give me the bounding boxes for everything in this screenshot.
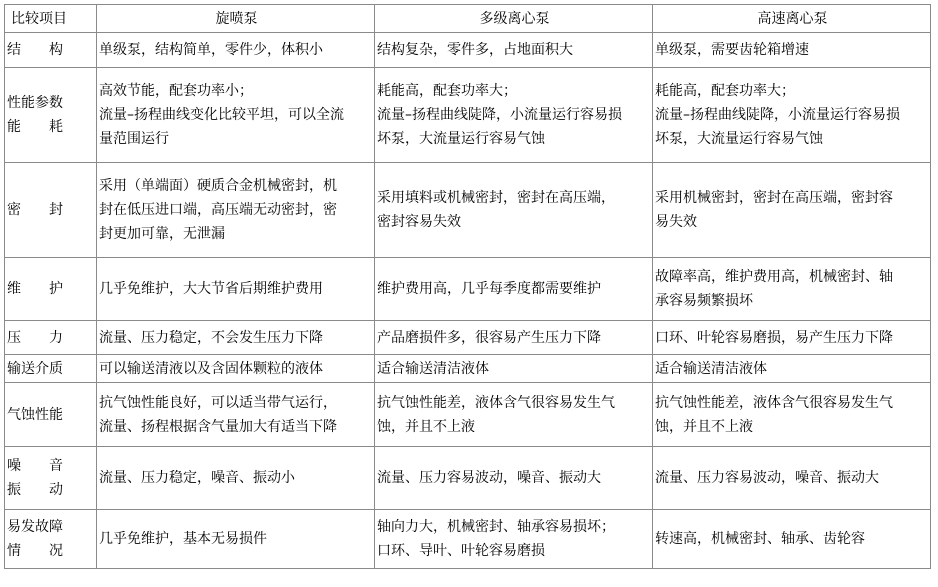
cell-text-line: 流量、压力容易波动，噪音、振动大 <box>377 470 601 486</box>
cell-text-line: 流量–扬程曲线陡降，小流量运行容易损 <box>655 107 900 123</box>
row-header-cell <box>5 355 97 383</box>
cell-text-line: 流量–扬程曲线陡降，小流量运行容易损 <box>377 107 622 123</box>
cell-text-line: 故障率高，维护费用高，机械密封、轴 <box>655 269 893 285</box>
row-header-label: 密 封 <box>7 202 63 218</box>
row-header-cell <box>5 68 97 163</box>
table-cell <box>653 33 931 68</box>
cell-text-line: 耗能高，配套功率大； <box>377 83 517 99</box>
table-row <box>5 510 931 569</box>
cell-text-line: 易失效 <box>655 214 697 230</box>
table-cell <box>375 68 653 163</box>
table-row <box>5 68 931 163</box>
table-cell <box>97 258 375 321</box>
row-header-cell <box>5 321 97 355</box>
row-header-label: 噪 音 <box>7 458 63 474</box>
table-cell <box>97 447 375 510</box>
cell-text-line: 耗能高，配套功率大； <box>655 83 795 99</box>
cell-text-line: 口环、导叶、叶轮容易磨损 <box>377 543 545 559</box>
table-cell <box>653 383 931 447</box>
table-cell <box>653 447 931 510</box>
row-header-label: 气蚀性能 <box>7 406 63 423</box>
table-cell <box>375 510 653 569</box>
table-cell <box>653 163 931 258</box>
table-cell <box>97 163 375 258</box>
table-row <box>5 321 931 355</box>
comparison-table <box>4 4 931 569</box>
table-row <box>5 258 931 321</box>
row-header-label: 维 护 <box>7 281 63 297</box>
cell-text-line: 单级泵，需要齿轮箱增速 <box>655 42 809 58</box>
cell-text-line: 抗气蚀性能差，液体含气很容易发生气 <box>655 394 893 411</box>
row-header-label: 性能参数 <box>7 95 63 111</box>
cell-text-line: 几乎免维护，大大节省后期维护费用 <box>99 281 323 297</box>
row-header-label: 压 力 <box>7 329 63 346</box>
cell-text-line: 产品磨损件多，很容易产生压力下降 <box>377 329 601 346</box>
row-header-label: 易发故障 <box>7 519 63 535</box>
header-cell-highspeed-pump: 高速离心泵 <box>653 5 931 33</box>
cell-text-line: 采用填料或机械密封，密封在高压端， <box>377 190 615 206</box>
table-cell <box>97 321 375 355</box>
table-row <box>5 383 931 447</box>
table-cell <box>653 68 931 163</box>
table-cell <box>375 163 653 258</box>
cell-text-line: 可以输送清液以及含固体颗粒的液体 <box>99 360 323 377</box>
table-cell <box>375 383 653 447</box>
cell-text-line: 几乎免维护，基本无易损件 <box>99 531 267 547</box>
cell-text-line: 承容易频繁损坏 <box>655 293 753 309</box>
cell-text-line: 采用机械密封，密封在高压端，密封容 <box>655 190 893 206</box>
cell-text-line: 结构复杂，零件多，占地面积大 <box>377 42 573 58</box>
cell-text-line: 单级泵，结构简单，零件少，体积小 <box>99 42 323 58</box>
row-header-label: 结 构 <box>7 42 63 58</box>
table-cell <box>653 510 931 569</box>
cell-text-line: 蚀，并且不上液 <box>377 418 475 435</box>
row-header-label: 情 况 <box>7 543 63 559</box>
cell-text-line: 适合输送清洁液体 <box>377 360 489 377</box>
cell-text-line: 坏泵，大流量运行容易气蚀 <box>377 131 545 147</box>
table-cell <box>375 447 653 510</box>
table-row <box>5 447 931 510</box>
table-row <box>5 355 931 383</box>
cell-text-line: 坏泵，大流量运行容易气蚀 <box>655 131 823 147</box>
table-row <box>5 163 931 258</box>
cell-text-line: 高效节能，配套功率小； <box>99 83 253 99</box>
row-header-cell <box>5 383 97 447</box>
table-cell <box>375 321 653 355</box>
cell-text-line: 轴向力大，机械密封、轴承容易损坏； <box>377 519 615 535</box>
table-body <box>5 33 931 569</box>
table-cell <box>97 510 375 569</box>
cell-text-line: 封更加可靠，无泄漏 <box>99 226 225 242</box>
row-header-label: 能 耗 <box>7 119 63 135</box>
cell-text-line: 流量、扬程根据含气量加大有适当下降 <box>99 418 337 435</box>
cell-text-line: 量范围运行 <box>99 131 169 147</box>
cell-text-line: 维护费用高，几乎每季度都需要维护 <box>377 281 601 297</box>
cell-text-line: 抗气蚀性能良好，可以适当带气运行， <box>99 394 337 411</box>
table-cell <box>97 355 375 383</box>
cell-text-line: 口环、叶轮容易磨损，易产生压力下降 <box>655 329 893 346</box>
cell-text-line: 流量、压力容易波动，噪音、振动大 <box>655 470 879 486</box>
cell-text-line: 转速高，机械密封、轴承、齿轮容 <box>655 531 865 547</box>
header-cell-swirl-pump: 旋喷泵 <box>97 5 375 33</box>
table-cell <box>97 383 375 447</box>
table-cell <box>653 355 931 383</box>
row-header-cell <box>5 510 97 569</box>
row-header-label: 输送介质 <box>7 360 63 377</box>
cell-text-line: 蚀，并且不上液 <box>655 418 753 435</box>
table-cell <box>375 33 653 68</box>
header-row <box>5 5 931 33</box>
cell-text-line: 适合输送清洁液体 <box>655 360 767 377</box>
cell-text-line: 流量、压力稳定，不会发生压力下降 <box>99 329 323 346</box>
table-cell <box>653 258 931 321</box>
table-cell <box>97 68 375 163</box>
row-header-cell <box>5 258 97 321</box>
row-header-cell <box>5 447 97 510</box>
cell-text-line: 流量–扬程曲线变化比较平坦，可以全流 <box>99 107 344 123</box>
row-header-cell <box>5 163 97 258</box>
table-cell <box>653 321 931 355</box>
header-cell-multistage-pump: 多级离心泵 <box>375 5 653 33</box>
row-header-cell <box>5 33 97 68</box>
table-cell <box>97 33 375 68</box>
cell-text-line: 密封容易失效 <box>377 214 461 230</box>
row-header-label: 振 动 <box>7 482 63 498</box>
cell-text-line: 抗气蚀性能差，液体含气很容易发生气 <box>377 394 615 411</box>
header-cell-item: 比较项目 <box>5 5 97 33</box>
table-cell <box>375 258 653 321</box>
cell-text-line: 采用（单端面）硬质合金机械密封，机 <box>99 178 337 194</box>
table-cell <box>375 355 653 383</box>
cell-text-line: 封在低压进口端，高压端无动密封，密 <box>99 202 337 218</box>
table-row <box>5 33 931 68</box>
cell-text-line: 流量、压力稳定，噪音、振动小 <box>99 470 295 486</box>
